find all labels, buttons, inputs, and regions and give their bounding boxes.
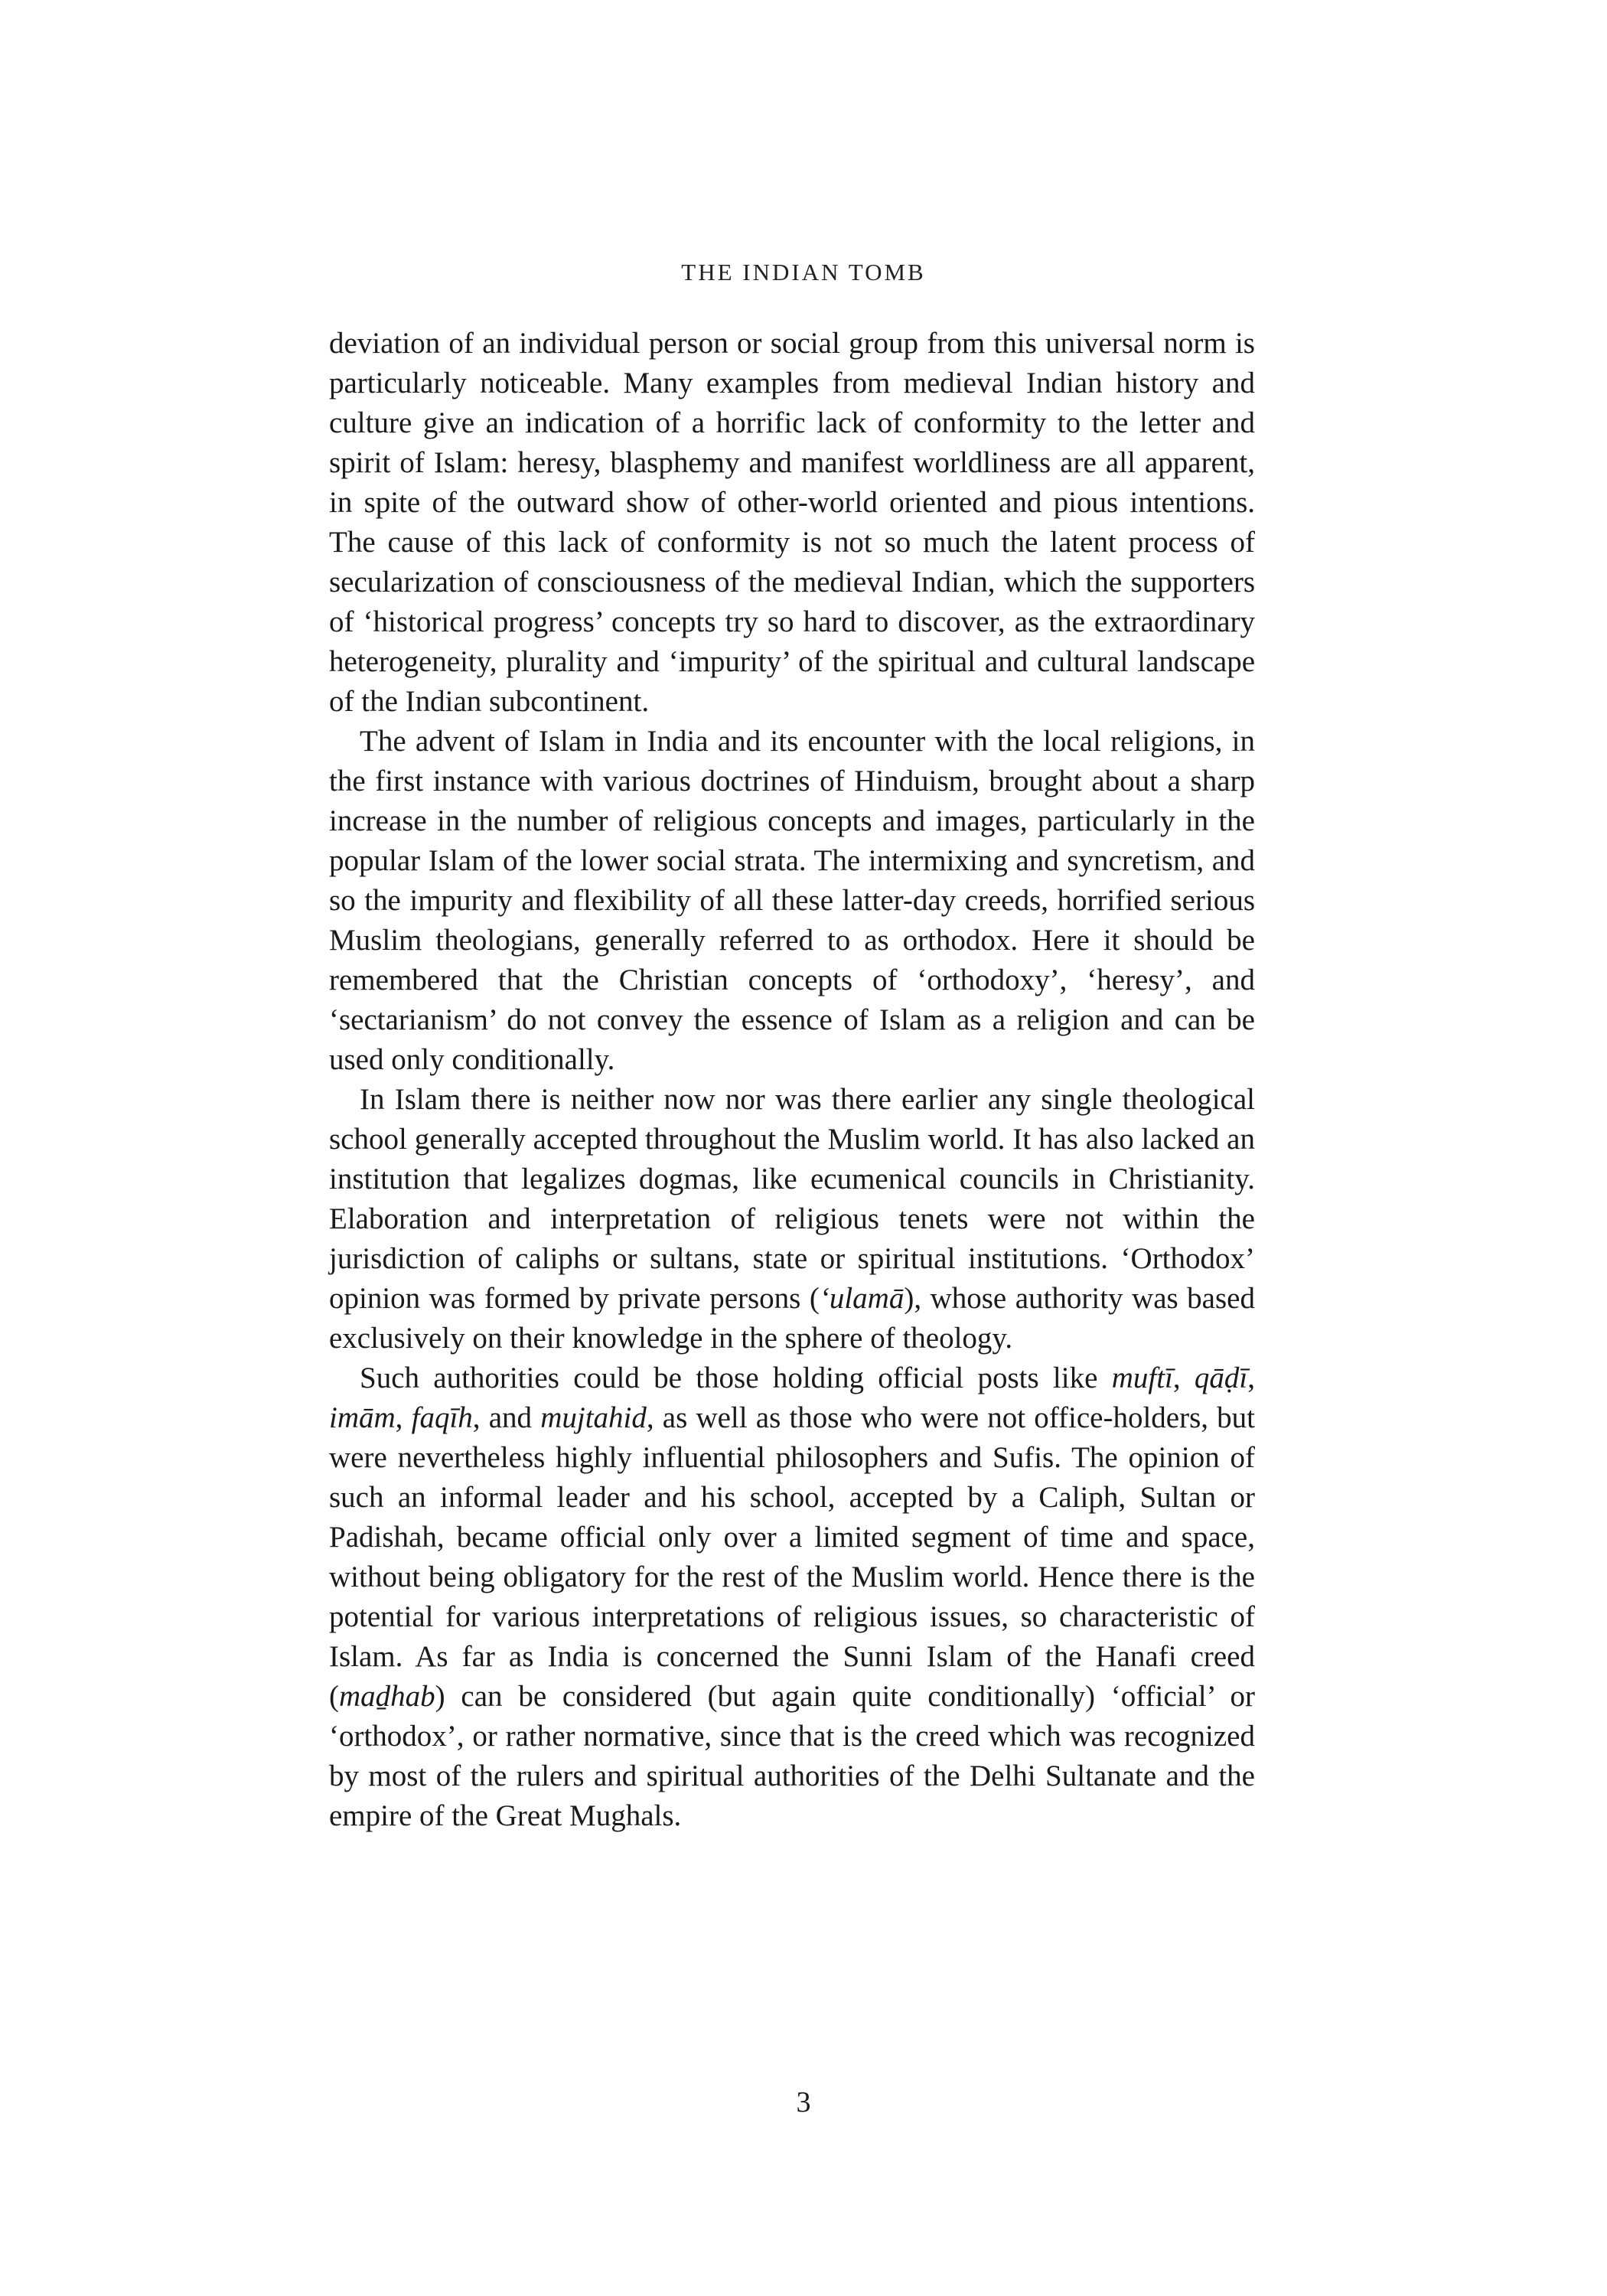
running-head: THE INDIAN TOMB bbox=[681, 259, 926, 285]
italic-term: mujtahid bbox=[540, 1401, 647, 1434]
paragraph bbox=[329, 1358, 1255, 1836]
text-run: ), whose authority was based exclusively on their knowledge in the sphere of theology. bbox=[329, 1282, 1255, 1355]
text-run: The advent of Islam in India and its encounter with the local religions, in the first instance with various doctrines of Hinduism, brought about a sharp increase in the number of religious concepts and images, particularly in the popular Islam of the lower social strata. The intermixing and syncretism, and so the impurity and flexibility of all these latter-day creeds, horrified serious Muslim theologians, generally referred to as orthodox. Here it should be remembered that the Christian concepts of ‘orthodoxy’, ‘heresy’, and ‘sectarianism’ do not convey the essence of Islam as a religion and can be used only conditionally. bbox=[329, 725, 1255, 1076]
italic-term: muftī bbox=[1111, 1362, 1173, 1394]
italic-term: ‘ulamā bbox=[819, 1282, 905, 1315]
italic-term: imām bbox=[329, 1401, 396, 1434]
body-text bbox=[329, 324, 1255, 1836]
italic-term: qāḍī bbox=[1194, 1362, 1248, 1394]
text-run: , as well as those who were not office-holders, but were nevertheless highly influential philosophers and Sufis. The opinion of such an informal leader and his school, accepted by a Caliph, Sultan or Padishah, became official only over a limited segment of time and space, without being obligatory for the rest of the Muslim world. Hence there is the potential for various interpretations of religious issues, so characteristic of Islam. As far as India is concerned the Sunni Islam of the Hanafi creed ( bbox=[329, 1401, 1256, 1713]
text-run: , and bbox=[472, 1401, 541, 1434]
italic-term: faqīh bbox=[411, 1401, 473, 1434]
text-run: deviation of an individual person or social group from this universal norm is particularly noticeable. Many examples from medieval Indian history and culture give an indication of a horrific lack of conformity to the letter and spirit of Islam: heresy, blasphemy and manifest worldliness are all apparent, in spite of the outward show of other-world oriented and pious intentions. The cause of this lack of conformity is not so much the latent process of secularization of consciousness of the medieval Indian, which the supporters of ‘historical progress’ concepts try so hard to discover, as the extraordinary heterogeneity, plurality and ‘impurity’ of the spiritual and cultural landscape of the Indian subcontinent. bbox=[329, 327, 1255, 718]
paragraph bbox=[329, 1080, 1255, 1358]
text-run: , bbox=[395, 1401, 412, 1434]
page-number: 3 bbox=[796, 2086, 811, 2118]
text-run: , bbox=[1247, 1362, 1256, 1394]
paragraph bbox=[329, 722, 1255, 1080]
italic-term: maḏhab bbox=[339, 1680, 435, 1713]
text-run: In Islam there is neither now nor was there earlier any single theological school generally accepted throughout the Muslim world. It has also lacked an institution that legalizes dogmas, like ecumenical councils in Christianity. Elaboration and interpretation of religious tenets were not within the jurisdiction of caliphs or sultans, state or spiritual institutions. ‘Orthodox’ opinion was formed by private persons ( bbox=[329, 1083, 1255, 1315]
paragraph bbox=[329, 324, 1255, 722]
text-run: ) can be considered (but again quite conditionally) ‘official’ or ‘orthodox’, or rather normative, since that is the creed which was recognized by most of the rulers and spiritual authorities of the Delhi Sultanate and the empire of the Great Mughals. bbox=[329, 1680, 1255, 1832]
text-run: Such authorities could be those holding official posts like bbox=[360, 1362, 1112, 1394]
text-run: , bbox=[1172, 1362, 1195, 1394]
